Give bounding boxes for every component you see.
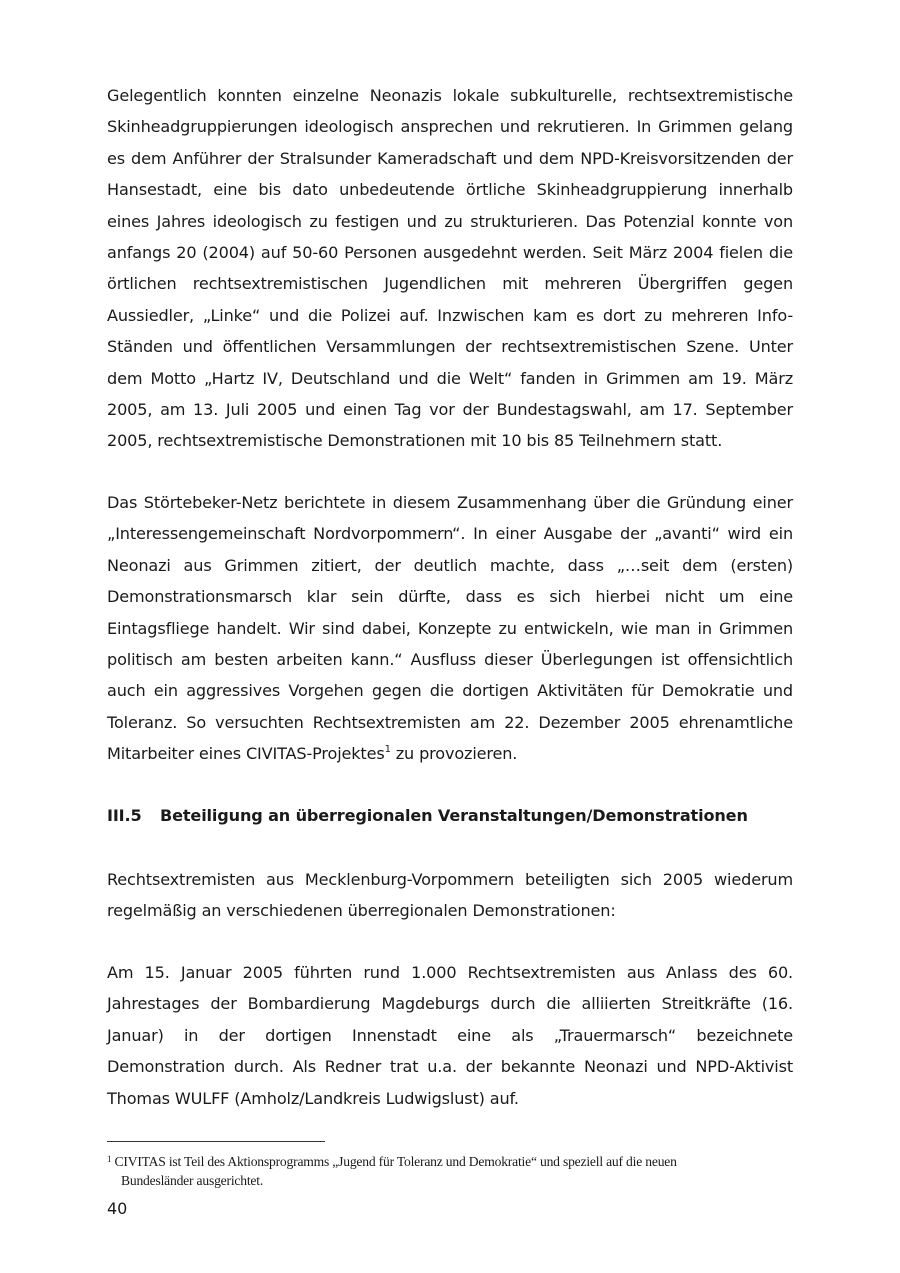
- section-heading: [107, 802, 793, 830]
- paragraph-text: Gelegentlich konnten einzelne Neonazis lokale subkulturelle, rechtsextremistische Skinheadgruppierungen ideologisch ansprechen und rekrutieren. In Grimmen gelang es dem Anführer der Stralsunder Kameradschaft und dem NPD-Kreisvorsitzenden der Hansestadt, eine bis dato unbedeutende örtliche Skinheadgruppierung innerhalb eines Jahres ideologisch zu festigen und zu strukturieren. Das Potenzial konnte von anfangs 20 (2004) auf 50-60 Personen ausgedehnt werden. Seit März 2004 fielen die örtlichen rechtsextremistischen Jugendlichen mit mehreren Übergriffen gegen Aussiedler, „Linke“ und die Polizei auf. Inzwischen kam es dort zu mehreren Info-Ständen und öffentlichen Versammlungen der rechtsextremistischen Szene. Unter dem Motto „Hartz IV, Deutschland und die Welt“ fanden in Grimmen am 19. März 2005, am 13. Juli 2005 und einen Tag vor der Bundestagswahl, am 17. September 2005, rechtsextremistische Demonstrationen mit 10 bis 85 Teilnehmern statt.: [107, 86, 793, 451]
- paragraph-stoertebeker-netz: [107, 487, 793, 770]
- paragraph-text: Am 15. Januar 2005 führten rund 1.000 Rechtsextremisten aus Anlass des 60. Jahrestages der Bombardierung Magdeburgs durch die alliierten Streitkräfte (16. Januar) in der dortigen Innenstadt eine als „Trauermarsch“ bezeichnete Demonstration durch. Als Redner trat u.a. der bekannte Neonazi und NPD-Aktivist Thomas WULFF (Amholz/Landkreis Ludwigslust) auf.: [107, 963, 793, 1108]
- paragraph-text: [107, 487, 793, 770]
- footnote-marker: 1: [107, 1154, 112, 1164]
- paragraph-end-text: zu provozieren.: [390, 744, 518, 764]
- paragraph-main-text: Das Störtebeker-Netz berichtete in diesem Zusammenhang über die Gründung einer „Interessengemeinschaft Nordvorpommern“. In einer Ausgabe der „avanti“ wird ein Neonazi aus Grimmen zitiert, der deutlich machte, dass „…seit dem (ersten) Demonstrationsmarsch klar sein dürfte, dass es sich hierbei nicht um eine Eintagsfliege handelt. Wir sind dabei, Konzepte zu entwickeln, wie man in Grimmen politisch am besten arbeiten kann.“ Ausfluss dieser Überlegungen ist offensichtlich auch ein aggressives Vorgehen gegen die dortigen Aktivitäten für Demokratie und Toleranz. So versuchten Rechtsextremisten am 22. Dezember 2005 ehrenamtliche Mitarbeiter eines CIVITAS-Projektes: [107, 493, 793, 764]
- footnote-separator: [107, 1141, 325, 1142]
- paragraph-grimmen-skinheads: [107, 80, 793, 457]
- footnote-reference[interactable]: 1: [384, 744, 391, 756]
- paragraph-magdeburg-march: [107, 957, 793, 1114]
- paragraph-text: Rechtsextremisten aus Mecklenburg-Vorpommern beteiligten sich 2005 wiederum regelmäßig an verschiedenen überregionalen Demonstrationen:: [107, 870, 793, 921]
- page-number: 40: [107, 1199, 128, 1218]
- paragraph-intro-demonstrations: [107, 864, 793, 927]
- footnote: [107, 1150, 793, 1190]
- footnote-line: Bundesländer ausgerichtet.: [121, 1173, 264, 1188]
- section-title: Beteiligung an überregionalen Veranstaltungen/Demonstrationen: [160, 806, 748, 825]
- footnote-line: [107, 1150, 793, 1171]
- footnote-text: CIVITAS ist Teil des Aktionsprogramms „Jugend für Toleranz und Demokratie“ und speziell auf die neuen: [111, 1154, 677, 1169]
- section-number: III.5: [107, 806, 142, 825]
